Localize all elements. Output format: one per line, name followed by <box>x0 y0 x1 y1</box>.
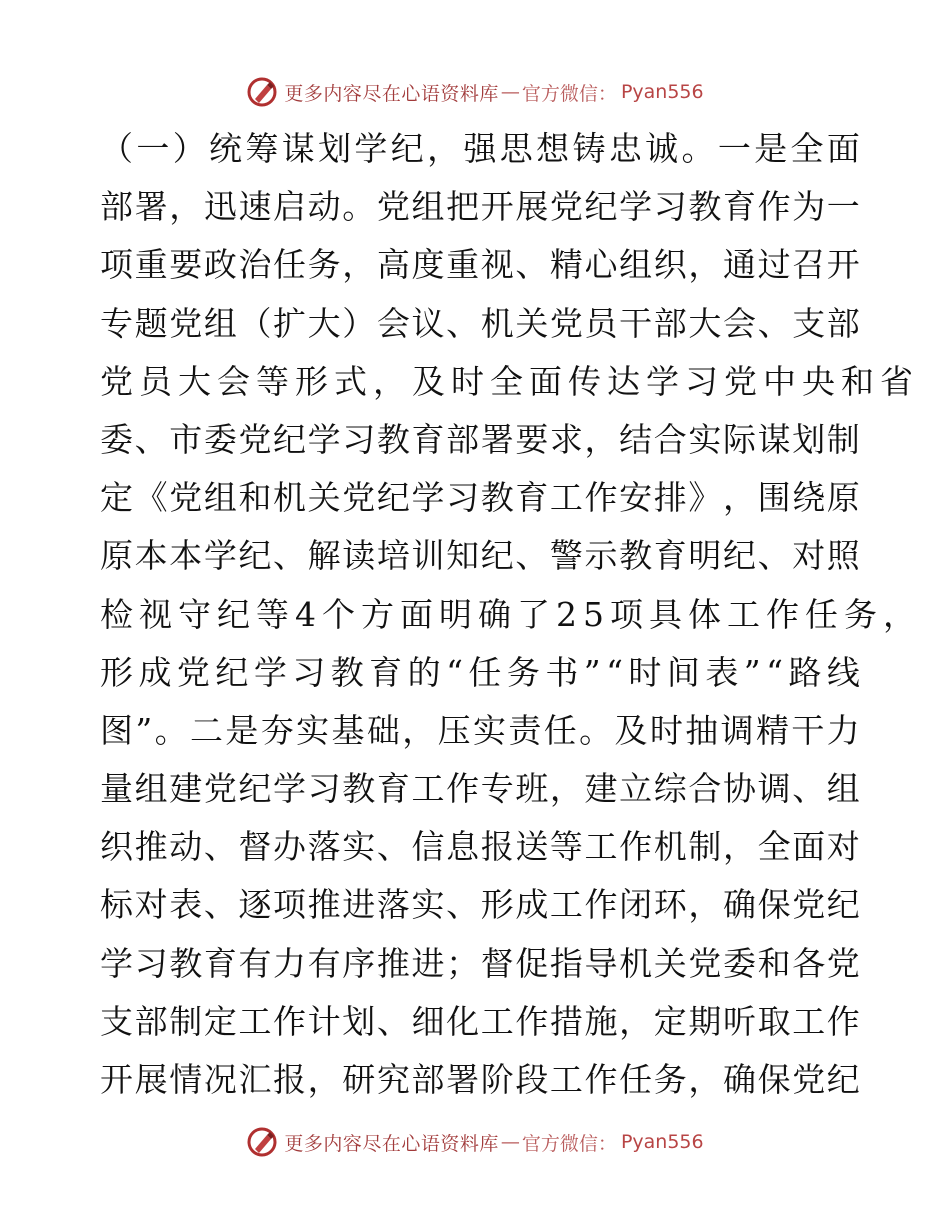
footer-banner <box>0 1122 950 1162</box>
banner-wechat-label: 官方微信： <box>521 82 617 105</box>
text-line: 专 题 党 组 （ 扩 大 ） 会 议 、 机 关 党 员 干 部 大 会 、 支 部 <box>100 303 860 343</box>
text-line: 学 习 教 育 有 力 有 序 推 进 ； 督 促 指 导 机 关 党 委 和 各 党 <box>100 943 860 983</box>
text-line: （ 一 ） 统 筹 谋 划 学 纪 ， 强 思 想 铸 忠 诚 。 一 是 全 面 <box>100 129 860 168</box>
banner-title: 更多内容尽在心语资料库 <box>284 82 499 105</box>
banner-wechat-id: Pyan556 <box>620 81 704 103</box>
document-body <box>100 120 922 1109</box>
text-line: 标 对 表 、 逐 项 推 进 落 实 、 形 成 工 作 闭 环 ， 确 保 党 纪 <box>100 885 860 925</box>
header-banner <box>0 72 950 112</box>
pen-logo-icon <box>246 76 278 108</box>
banner-title: 更多内容尽在心语资料库 <box>284 1132 499 1155</box>
text-line: 支 部 制 定 工 作 计 划 、 细 化 工 作 措 施 ， 定 期 听 取 工 作 <box>100 1001 860 1041</box>
text-line: 部 署 ， 迅 速 启 动 。 党 组 把 开 展 党 纪 学 习 教 育 作 为 一 <box>100 187 860 227</box>
text-line: 织 推 动 、 督 办 落 实 、 信 息 报 送 等 工 作 机 制 ， 全 面 对 <box>100 827 860 867</box>
text-line: 形 成 党 纪 学 习 教 育 的 “ 任 务 书 ” “ 时 间 表 ” “ 路 线 <box>100 652 860 692</box>
text-line: 党员大会等形式，及时全面传达学习党中央和省 <box>100 361 919 401</box>
text-line: 原 本 本 学 纪 、 解 读 培 训 知 纪 、 警 示 教 育 明 纪 、 对 照 <box>100 536 860 576</box>
banner-separator: — <box>500 81 520 103</box>
text-line: 开 展 情 况 汇 报 ， 研 究 部 署 阶 段 工 作 任 务 ， 确 保 党 纪 <box>100 1060 860 1099</box>
banner-separator: — <box>500 1131 520 1153</box>
text-line: 委 、 市 委 党 纪 学 习 教 育 部 署 要 求 ， 结 合 实 际 谋 划 制 <box>100 419 860 459</box>
pen-logo-icon <box>246 1126 278 1158</box>
text-line: 量 组 建 党 纪 学 习 教 育 工 作 专 班 ， 建 立 综 合 协 调 、 组 <box>100 769 860 809</box>
text-line: 定 《 党 组 和 机 关 党 纪 学 习 教 育 工 作 安 排 》 ， 围 绕 原 <box>100 478 860 518</box>
text-line: 检视守纪等4个方面明确了25项具体工作任务， <box>100 594 922 634</box>
banner-wechat-id: Pyan556 <box>620 1131 704 1153</box>
text-line: 项 重 要 政 治 任 务 ， 高 度 重 视 、 精 心 组 织 ， 通 过 召 开 <box>100 245 860 285</box>
text-line: 图 ” 。 二 是 夯 实 基 础 ， 压 实 责 任 。 及 时 抽 调 精 干 力 <box>100 710 860 750</box>
banner-wechat-label: 官方微信： <box>521 1132 617 1155</box>
